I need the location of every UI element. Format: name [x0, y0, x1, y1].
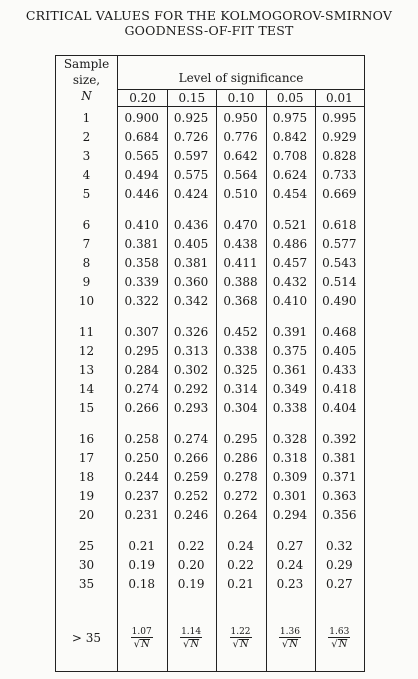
- table-body: [56, 108, 364, 593]
- formula-denominator: [166, 639, 215, 650]
- large-n-label: > 35: [71, 631, 102, 645]
- formula-numerator: 1.07: [131, 626, 152, 637]
- critical-value-cell: 0.259: [173, 469, 209, 484]
- critical-value-cell: 0.266: [173, 450, 209, 465]
- row-group: [56, 108, 364, 203]
- critical-value-cell: 0.684: [124, 129, 159, 144]
- sqrt-icon: √: [133, 638, 141, 650]
- critical-value-cell: 0.490: [322, 293, 357, 308]
- critical-value-cell: 0.494: [124, 167, 159, 182]
- formula-denominator: [265, 639, 314, 650]
- critical-value-cell: 0.231: [124, 507, 159, 522]
- table-row: [56, 574, 364, 593]
- table-row: [56, 341, 364, 360]
- critical-value-cell: 0.624: [272, 167, 308, 182]
- sqrt-icon: √: [183, 638, 190, 650]
- sqrt-icon: √: [281, 638, 289, 650]
- critical-value-cell: 0.432: [272, 274, 308, 289]
- critical-value-cell: 0.272: [223, 488, 258, 503]
- alpha-header-cell: 0.05: [276, 91, 304, 105]
- table-row: [56, 253, 364, 272]
- critical-value-cell: 0.438: [223, 236, 258, 251]
- large-n-formula-cell: [117, 627, 166, 650]
- table-row: [56, 322, 364, 341]
- critical-value-cell: 0.286: [223, 450, 258, 465]
- critical-value-cell: 0.452: [223, 324, 258, 339]
- critical-value-cell: 0.565: [124, 148, 159, 163]
- critical-value-cell: 0.24: [227, 538, 254, 553]
- critical-value-cell: 0.642: [223, 148, 258, 163]
- sample-size-cell: 30: [78, 557, 95, 572]
- table-row: [56, 536, 364, 555]
- critical-value-cell: 0.358: [124, 255, 159, 270]
- critical-value-cell: 0.32: [325, 538, 353, 553]
- sample-size-cell: 13: [78, 362, 95, 377]
- sample-size-cell: 14: [78, 381, 95, 396]
- critical-value-cell: 0.424: [173, 186, 209, 201]
- critical-value-cell: 0.18: [128, 576, 156, 591]
- critical-value-cell: 0.307: [124, 324, 159, 339]
- header-sample-line-1: Sample: [63, 57, 110, 71]
- critical-value-cell: 0.304: [223, 400, 258, 415]
- critical-value-cell: 0.618: [322, 217, 357, 232]
- critical-value-cell: 0.328: [272, 431, 308, 446]
- critical-value-cell: 0.19: [177, 576, 205, 591]
- critical-value-cell: 0.446: [124, 186, 159, 201]
- critical-value-cell: 0.295: [124, 343, 159, 358]
- table-row: [56, 429, 364, 448]
- sample-size-cell: 9: [82, 274, 91, 289]
- critical-value-cell: 0.510: [223, 186, 258, 201]
- title-line-1: CRITICAL VALUES FOR THE KOLMOGOROV-SMIRNOV: [25, 8, 393, 23]
- header-rule-top: [118, 89, 364, 90]
- page-title: [0, 8, 418, 38]
- formula-denominator: [216, 639, 265, 650]
- large-n-formula-cell: [265, 627, 314, 650]
- critical-value-cell: 0.436: [173, 217, 209, 232]
- sample-size-cell: 8: [82, 255, 91, 270]
- critical-value-cell: 0.950: [223, 110, 258, 125]
- sample-size-cell: 1: [82, 110, 91, 125]
- critical-value-cell: 0.900: [124, 110, 159, 125]
- formula-denominator: [117, 639, 166, 650]
- alpha-header-row: [118, 91, 364, 106]
- sample-size-cell: 7: [82, 236, 91, 251]
- critical-value-cell: 0.470: [223, 217, 258, 232]
- critical-value-cell: 0.371: [322, 469, 357, 484]
- critical-value-cell: 0.284: [124, 362, 159, 377]
- critical-value-cell: 0.929: [322, 129, 357, 144]
- critical-value-cell: 0.22: [227, 557, 254, 572]
- critical-value-cell: 0.392: [322, 431, 357, 446]
- large-n-formula-cell: [216, 627, 265, 650]
- critical-value-cell: 0.828: [322, 148, 357, 163]
- critical-value-cell: 0.405: [173, 236, 209, 251]
- critical-value-cell: 0.349: [272, 381, 308, 396]
- table-row: [56, 448, 364, 467]
- title-line-2: GOODNESS-OF-FIT TEST: [124, 23, 294, 38]
- table-row: [56, 108, 364, 127]
- table-row: [56, 505, 364, 524]
- critical-value-cell: 0.326: [173, 324, 209, 339]
- critical-value-cell: 0.250: [124, 450, 159, 465]
- sample-size-cell: 17: [78, 450, 95, 465]
- formula-numerator: 1.63: [329, 626, 350, 637]
- critical-value-cell: 0.733: [322, 167, 357, 182]
- critical-value-cell: 0.418: [322, 381, 357, 396]
- sample-size-cell: 10: [78, 293, 95, 308]
- critical-value-cell: 0.975: [272, 110, 308, 125]
- sample-size-cell: 3: [82, 148, 91, 163]
- critical-value-cell: 0.404: [322, 400, 357, 415]
- formula-denominator-var: N: [239, 638, 249, 650]
- critical-value-cell: 0.20: [177, 557, 205, 572]
- critical-value-cell: 0.669: [322, 186, 357, 201]
- header-sample-size: [56, 57, 117, 105]
- alpha-header-cell: 0.20: [129, 91, 156, 105]
- critical-value-cell: 0.292: [173, 381, 209, 396]
- critical-value-cell: 0.363: [322, 488, 357, 503]
- critical-value-cell: 0.454: [272, 186, 308, 201]
- critical-value-cell: 0.313: [173, 343, 209, 358]
- sample-size-cell: 6: [82, 217, 91, 232]
- table-row: [56, 555, 364, 574]
- alpha-header-cell: 0.10: [227, 91, 255, 105]
- table-row: [56, 165, 364, 184]
- critical-value-cell: 0.27: [276, 538, 304, 553]
- sample-size-cell: 20: [78, 507, 95, 522]
- large-n-row: [56, 618, 364, 658]
- row-group: [56, 322, 364, 417]
- header-sample-line-3: N: [81, 89, 92, 103]
- critical-value-cell: 0.244: [124, 469, 159, 484]
- table-row: [56, 127, 364, 146]
- critical-value-cell: 0.361: [272, 362, 308, 377]
- formula-denominator-var: N: [338, 638, 348, 650]
- critical-value-cell: 0.274: [173, 431, 209, 446]
- table-row: [56, 486, 364, 505]
- table-row: [56, 398, 364, 417]
- table-row: [56, 184, 364, 203]
- sample-size-cell: 12: [78, 343, 95, 358]
- critical-value-cell: 0.410: [272, 293, 308, 308]
- critical-value-cell: 0.597: [173, 148, 209, 163]
- critical-value-cell: 0.360: [173, 274, 209, 289]
- sample-size-cell: 25: [78, 538, 95, 553]
- table-row: [56, 146, 364, 165]
- critical-value-cell: 0.314: [223, 381, 258, 396]
- critical-value-cell: 0.457: [272, 255, 308, 270]
- critical-value-cell: 0.294: [272, 507, 308, 522]
- row-group: [56, 429, 364, 524]
- critical-value-cell: 0.274: [124, 381, 159, 396]
- table-row: [56, 360, 364, 379]
- critical-value-cell: 0.266: [124, 400, 159, 415]
- formula-numerator: 1.36: [279, 626, 300, 637]
- formula-numerator: 1.22: [230, 626, 251, 637]
- header-level-of-significance: Level of significance: [178, 71, 304, 85]
- critical-value-cell: 0.514: [322, 274, 357, 289]
- critical-value-cell: 0.375: [272, 343, 308, 358]
- table-row: [56, 272, 364, 291]
- sample-size-cell: 15: [78, 400, 95, 415]
- critical-value-cell: 0.27: [325, 576, 353, 591]
- critical-value-cell: 0.21: [128, 538, 156, 553]
- formula-denominator-var: N: [289, 638, 298, 650]
- alpha-header-cell: 0.15: [178, 91, 206, 105]
- critical-value-cell: 0.24: [276, 557, 304, 572]
- table-row: [56, 291, 364, 310]
- critical-value-cell: 0.468: [322, 324, 357, 339]
- sample-size-cell: 2: [82, 129, 91, 144]
- sample-size-cell: 19: [78, 488, 95, 503]
- critical-value-cell: 0.252: [173, 488, 209, 503]
- critical-value-cell: 0.302: [173, 362, 209, 377]
- sample-size-cell: 5: [82, 186, 91, 201]
- critical-value-cell: 0.381: [173, 255, 209, 270]
- critical-value-cell: 0.381: [322, 450, 357, 465]
- critical-value-cell: 0.391: [272, 324, 308, 339]
- critical-value-cell: 0.410: [124, 217, 159, 232]
- sample-size-cell: 11: [78, 324, 95, 339]
- critical-value-cell: 0.338: [272, 400, 308, 415]
- critical-value-cell: 0.381: [124, 236, 159, 251]
- large-n-formula-cell: [315, 627, 364, 650]
- critical-value-cell: 0.309: [272, 469, 308, 484]
- sample-size-cell: 16: [78, 431, 95, 446]
- critical-value-cell: 0.22: [177, 538, 205, 553]
- critical-value-cell: 0.925: [173, 110, 209, 125]
- large-n-formula-cell: [166, 627, 215, 650]
- critical-value-cell: 0.325: [223, 362, 258, 377]
- sqrt-icon: √: [232, 638, 239, 650]
- critical-value-cell: 0.264: [223, 507, 258, 522]
- critical-value-cell: 0.278: [223, 469, 258, 484]
- row-group: [56, 536, 364, 593]
- critical-value-cell: 0.776: [223, 129, 258, 144]
- table-row: [56, 379, 364, 398]
- critical-value-cell: 0.995: [322, 110, 357, 125]
- sample-size-cell: 35: [78, 576, 95, 591]
- critical-value-cell: 0.339: [124, 274, 159, 289]
- critical-value-cell: 0.318: [272, 450, 308, 465]
- alpha-header-cell: 0.01: [326, 91, 353, 105]
- critical-value-cell: 0.368: [223, 293, 258, 308]
- critical-value-cell: 0.842: [272, 129, 308, 144]
- critical-value-cell: 0.575: [173, 167, 209, 182]
- formula-denominator: [315, 639, 364, 650]
- critical-value-cell: 0.521: [272, 217, 308, 232]
- critical-value-cell: 0.564: [223, 167, 258, 182]
- critical-value-cell: 0.258: [124, 431, 159, 446]
- row-group: [56, 215, 364, 310]
- critical-value-cell: 0.29: [325, 557, 353, 572]
- critical-value-cell: 0.246: [173, 507, 209, 522]
- critical-value-cell: 0.322: [124, 293, 159, 308]
- critical-value-cell: 0.411: [223, 255, 258, 270]
- critical-value-cell: 0.356: [322, 507, 357, 522]
- critical-value-cell: 0.23: [276, 576, 304, 591]
- table-row: [56, 234, 364, 253]
- header-sample-line-2: size,: [72, 73, 101, 87]
- critical-value-cell: 0.301: [272, 488, 308, 503]
- formula-numerator: 1.14: [181, 626, 202, 637]
- critical-value-cell: 0.237: [124, 488, 159, 503]
- header-rule-bottom: [118, 106, 364, 107]
- critical-value-cell: 0.388: [223, 274, 258, 289]
- sample-size-cell: 4: [82, 167, 91, 182]
- table-row: [56, 215, 364, 234]
- critical-value-cell: 0.433: [322, 362, 357, 377]
- critical-value-cell: 0.293: [173, 400, 209, 415]
- formula-denominator-var: N: [141, 638, 150, 650]
- critical-value-cell: 0.405: [322, 343, 357, 358]
- critical-value-cell: 0.342: [173, 293, 209, 308]
- critical-value-cell: 0.543: [322, 255, 357, 270]
- critical-value-cell: 0.708: [272, 148, 308, 163]
- critical-value-cell: 0.577: [322, 236, 357, 251]
- sample-size-cell: 18: [78, 469, 95, 484]
- critical-value-cell: 0.21: [227, 576, 254, 591]
- critical-value-cell: 0.486: [272, 236, 308, 251]
- formula-denominator-var: N: [190, 638, 200, 650]
- critical-value-cell: 0.295: [223, 431, 258, 446]
- critical-value-cell: 0.19: [128, 557, 156, 572]
- critical-value-cell: 0.338: [223, 343, 258, 358]
- sqrt-icon: √: [331, 638, 338, 650]
- table-row: [56, 467, 364, 486]
- critical-value-cell: 0.726: [173, 129, 209, 144]
